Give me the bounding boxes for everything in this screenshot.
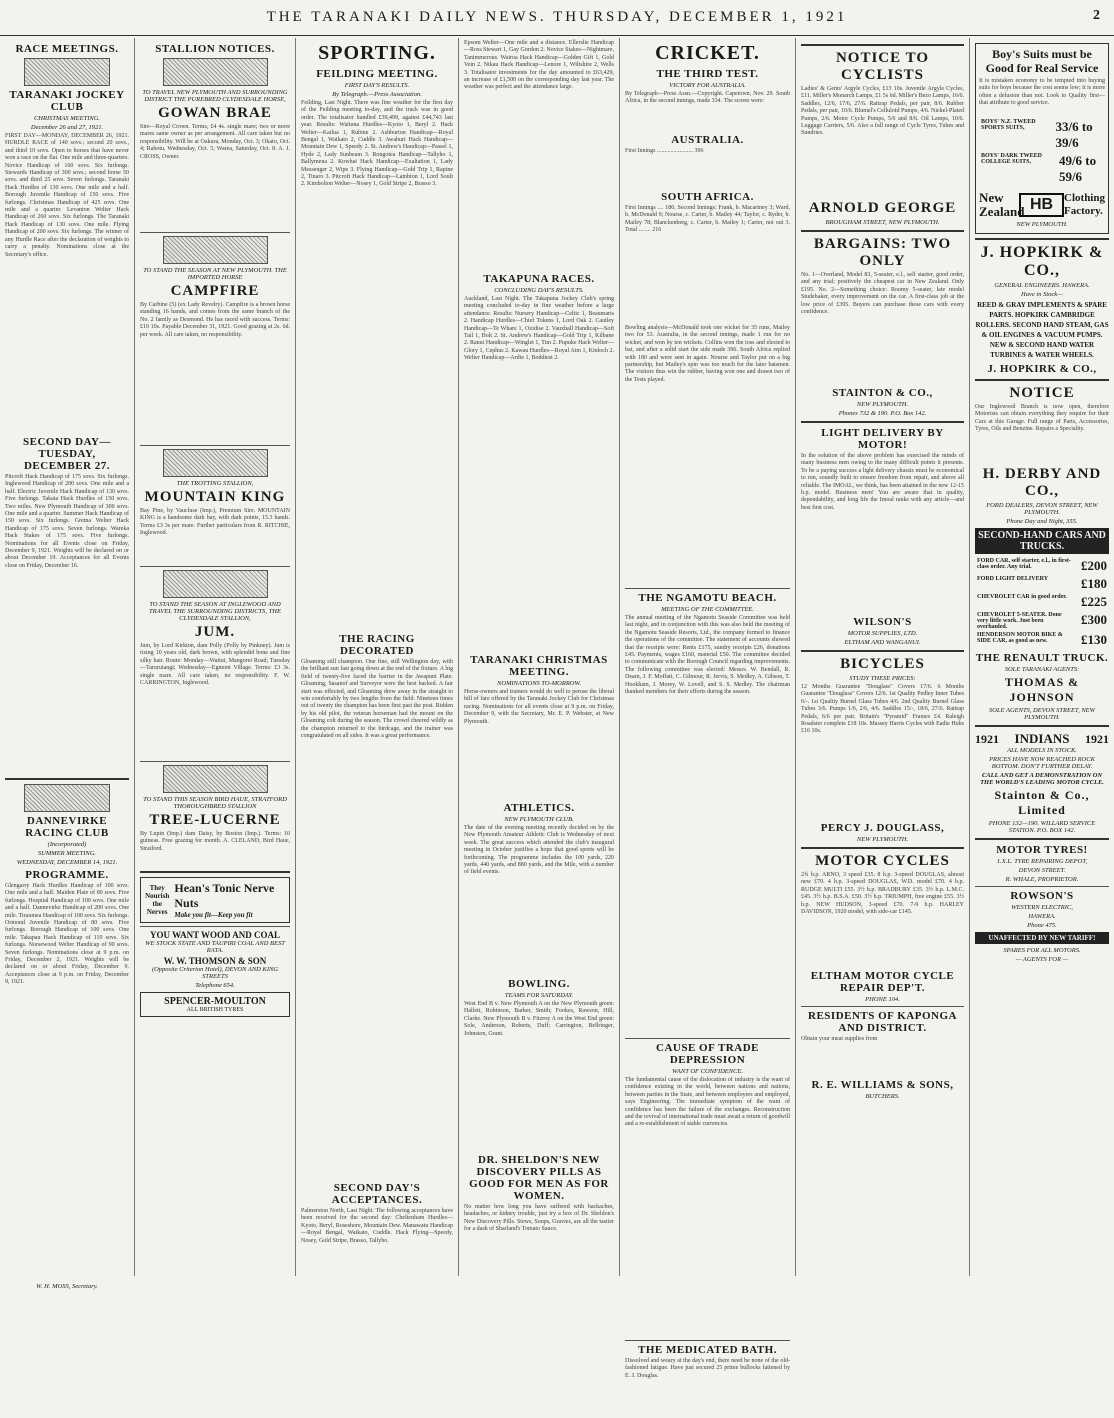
racehorse-illustration xyxy=(24,58,111,86)
hb-logo: HB xyxy=(1019,193,1064,217)
nz-right: Clothing Factory. xyxy=(1064,192,1105,217)
spencer-moulton-ad xyxy=(140,992,290,1017)
suit-price-row: BOYS' DARK TWEED COLLEGE SUITS, 49/6 to 59/6 xyxy=(981,153,1097,184)
stainton-address: NEW PLYMOUTH. xyxy=(856,401,909,408)
column-stallion-notices xyxy=(135,38,296,1276)
douglass-address: NEW PLYMOUTH. xyxy=(856,836,909,843)
tyre-address: DEVON STREET. xyxy=(1018,867,1066,874)
race-programme-text: FIRST DAY—MONDAY, DECEMBER 26, 1921. HURDLE RACE of 140 sovs.; second 20 sovs., and third 10 sovs. Open to horses that have never won a race on the flat. One mile and three-quarters. Novice Handicap of 160 sovs. Six furlongs. Stewards Handicap of 300 sovs.; second horse 50 sovs. and third 25 sovs. Seven furlongs. Taranaki Hack Hurdles of 130 sovs. One mile and a half. Borough Juvenile Handicap of 150 sovs. Five furlongs. Christmas Handicap of 425 sovs. One mile and a quarter. Levanton Welter Hack Handicap of 260 sovs. Six furlongs. The Taranaki Hack Handicap of 130 sovs. One mile. Flying Handicap of 200 sovs. Six furlongs. The winner of any Hurdle Race after the declaration of weights to carry a penalty. Nominations close at the Secretary's office. xyxy=(5,133,129,258)
club2-incorporated: (Incorporated) xyxy=(47,841,87,848)
racing-decorated-heading: THE RACING DECORATED xyxy=(339,633,415,657)
hopkirk-title: J. HOPKIRK & CO., xyxy=(980,244,1104,279)
second-day-heading: SECOND DAY—TUESDAY, DECEMBER 27. xyxy=(23,436,111,472)
club-title: TARANAKI JOCKEY CLUB xyxy=(9,89,125,113)
boys-suits-ad xyxy=(975,43,1109,234)
spares-line: SPARES FOR ALL MOTORS. xyxy=(1003,947,1081,954)
bowling-text: West End B v. New Plymouth A on the New Plymouth green: Hallett, Robinson, Barker, Smith; Fookes, Rawson, Hill, Clarke. New Plymouth B v. Fitzroy A on the West End green: Sole, Anderson, Roberts, Duff; Carrington, Bellringer, Johnston, Grant. xyxy=(464,1001,614,1037)
rowson-town: HAWERA. xyxy=(1028,913,1056,920)
stallion-lead: TO STAND THE SEASON AT NEW PLYMOUTH. THE IMPORTED HORSE xyxy=(143,267,287,281)
motor-cycles-title: MOTOR CYCLES xyxy=(815,853,950,869)
notice-to-cyclists: NOTICE TO CYCLISTS xyxy=(835,50,930,83)
cricket-heading: CRICKET. xyxy=(655,42,760,64)
horse-illustration xyxy=(163,765,268,793)
ngamotu-text: The annual meeting of the Ngamotu Seaside Committee was held last night, and in conjunction with this was also held the meeting of the Ngamotu Seaside Resorts, Ltd., the company formed to finance the operations of the committee. The statement of accounts showed that the receipts were: Rents £175, sundry receipts £26, donations £45. Payments, wages £160, material £50. The committee decided to communicate with the Borough Council regarding improvements. The following committee was elected: Messrs. W. Bendall, R. Dearn, J. F. Moffatt, C. Gilmour, R. Jervis, S. Medley, A. Gibson, T. Hookham, J. Morey, W. Lovell, and S. S. Medley. The chairman thanked members for their efforts during the season. xyxy=(625,615,790,696)
third-test-subheading: VICTORY FOR AUSTRALIA. xyxy=(669,82,746,89)
spencer-ad-sub: ALL BRITISH TYRES xyxy=(186,1007,244,1013)
bowling-subheading: TEAMS FOR SATURDAY. xyxy=(504,992,574,999)
stainton-limited: Stainton & Co., Limited xyxy=(994,788,1090,817)
derby-sub: FORD DEALERS, DEVON STREET, NEW PLYMOUTH. xyxy=(986,502,1098,516)
ngamotu-subheading: MEETING OF THE COMMITTEE. xyxy=(661,606,754,613)
motor-cycles-list: 2¾ h.p. ARNO, 3 speed £35. 8 h.p. 3-speed DOUGLAS, almost new £70. 4 h.p. 3-speed DOUGLAS, W.D. model £70. 4 h.p. RUDGE MULTI £55. 3½ h.p. BRADBURY £35. 3½ h.p. L.M.C. £45. 3½ h.p. B.S.A. £50. 3½ h.p. TRIUMPH, free engine £55. 3½ h.p. NEW HUDSON, 3-speed £70. 7-9 h.p. HARLEY DAVIDSON, 1920 model, with side-car £145. xyxy=(801,872,964,916)
light-delivery-text: In the solution of the above problem has exercised the minds of many business men owing to the many difficult points it presents. To be a paying success a light delivery chassis must be economical to run, soundly built to ensure freedom from repair, and above all reliable. The IMOAL, we think, has been attained in the new 12-15 h.p. model. Business men! You are aware that in quality, dependability, and long life the Imoal ranks with any article—and best first cost. xyxy=(801,453,964,511)
rowson-title: ROWSON'S xyxy=(1010,890,1074,902)
nerve-ad-title: Hean's Tonic Nerve Nuts xyxy=(174,881,275,910)
car-row: HENDERSON MOTOR BIKE & SIDE CAR, as good as new. £130 xyxy=(977,632,1107,647)
wilson-address: ELTHAM AND WANGANUI. xyxy=(844,639,921,646)
racehorse-illustration-2 xyxy=(24,784,111,812)
results-continued-text: Epsom Welter—One mile and a distance. Ellerslie Handicap—Ross Stewart 1, Gay Gordon 2. Novice Stakes—Nightmare, Tanimmerous. Wairoa Hack Handicap—Golden Gift 1, Gold Vein 2. Nikau Hack Handicap—Lenore 1, Wiltshire 2, Wells 3. Totalisator investments for the day amounted to £63,429, an increase of £1,500 on the corresponding day last year. The weather was perfect and the attendance large. xyxy=(464,40,614,91)
arnold-address: BROUGHAM STREET, NEW PLYMOUTH. xyxy=(825,219,940,226)
kaponga-residents: RESIDENTS OF KAPONGA AND DISTRICT. xyxy=(808,1010,957,1034)
australia-label: AUSTRALIA. xyxy=(671,134,744,146)
cricket-intro: By Telegraph—Press Assn.—Copyright. Capetown, Nov. 29. South Africa, in the second innings, made 334. The scores were: xyxy=(625,91,790,105)
sporting-heading: SPORTING. xyxy=(318,42,436,64)
second-day-text: Pitcroft Hack Handicap of 175 sovs. Six furlongs. Inglewood Handicap of 200 sovs. One mile and a half. Electric Juvenile Hack Handicap of 130 sovs. Five furlongs. Takata Hack Hurdles of 150 sovs. Two miles. New Plymouth Handicap of 300 sovs. One mile and a quarter. Summer Hack Handicap of 150 sovs. Six furlongs. Gretna Welter Hack Handicap of 175 sovs. Seven furlongs. Wareka Hack Stakes of 175 sovs. Five furlongs. Nominations for all Events close on Friday, December 9, 1921. Weights will be declared on or about December 19. Acceptances for all Events close on Friday, December 16. xyxy=(5,474,129,569)
south-africa-label: SOUTH AFRICA. xyxy=(661,191,754,203)
stallion-name: JUM. xyxy=(194,624,236,640)
coal-ad-title: YOU WANT WOOD AND COAL xyxy=(149,930,281,940)
club2-secretary: W. H. MOSS, Secretary. xyxy=(36,1283,98,1290)
notice-title: NOTICE xyxy=(1009,385,1075,401)
used-cars-title: SECOND-HAND CARS AND TRUCKS. xyxy=(975,528,1109,554)
sheldon-pills-heading: DR. SHELDON'S NEW DISCOVERY PILLS AS GOOD FOR MEN AS FOR WOMEN. xyxy=(469,1154,609,1202)
bicycles-subtitle: STUDY THESE PRICES: xyxy=(849,675,916,682)
car-row: FORD CAR, self starter, e.l., in first-class order. Any trial. £200 xyxy=(977,558,1107,573)
williams-name: R. E. WILLIAMS & SONS, xyxy=(811,1079,954,1091)
australia-score: First Innings ........................ 396 xyxy=(625,148,704,154)
stallion-text: Sire—Royal Crown. Terms, £4 4s. single mare; two or more mares same owner as per arrangement. All care taken but no responsibility. Will be at Oakura, Monday, Oct. 3; Okato, Oct. 4; Rahotu, Wednesday, Oct. 5; Warea, Saturday, Oct. 8. A. J. CROSS, Owner. xyxy=(140,124,290,160)
rowson-phone: Phone 475. xyxy=(1027,922,1057,929)
bicycles-prices: 12 Months Guarantee "Douglass" Covers 17/6. 6 Months Guarantee "Douglass" Covers 12/6. 1st Quality Pedley Inner Tubes 6/-. 1st Quality Burnel Glass Tubes 4/6. 2nd Quality Burnel Glass Tubes 3/6. Pumps 1/6, 2/6, 4/6. Saddles 15/-, 18/6, 27/6. Rattrap Pedals, 6/6 per pair. Britain's "Pyramid" Frames £4. Raleigh Roadster complete £18 10s. Massey Harris Cycles with Eadie Hubs £16 10s. xyxy=(801,684,964,735)
page-number: 2 xyxy=(1093,8,1100,23)
stallion-lead: THE TROTTING STALLION, xyxy=(176,480,254,487)
motor-tyres-title: MOTOR TYRES! xyxy=(996,844,1088,856)
stainton-limited-phone: PHONE 132—190. WILLARD SERVICE STATION. P.O. BOX 142. xyxy=(988,820,1096,834)
suit-price-list xyxy=(979,118,1105,186)
bicycles-title: BICYCLES xyxy=(840,656,925,672)
kaponga-text: Obtain your meat supplies from xyxy=(801,1036,878,1042)
tyre-depot: 1.X.L. TYRE REPAIRING DEPOT, xyxy=(996,858,1088,865)
nz-town: NEW PLYMOUTH. xyxy=(1016,221,1068,228)
feilding-heading: FEILDING MEETING. xyxy=(316,68,438,80)
horse-illustration xyxy=(163,449,268,477)
sheldon-pills-text: No matter how long you have suffered with backaches, headaches, or kidney trouble, just try a box of Dr. Sheldon's New Discovery Pills. Stews, Soups, Gravies, are all the tastier for a dash of Sharland's Tomato Sauce. xyxy=(464,1204,614,1233)
spencer-ad-title: SPENCER-MOULTON xyxy=(164,996,266,1007)
stallion-name: GOWAN BRAE xyxy=(158,105,272,121)
stallion-text: Bay Pine, by Vaucluse (Imp.), Premium Sire. MOUNTAIN KING is a handsome dark bay, with dark points, 15.3 hands. Terms £3 3s per mare. Further particulars from R. RITCHIE, Inglewood. xyxy=(140,508,290,537)
ngamotu-heading: THE NGAMOTU BEACH. xyxy=(638,592,777,604)
feilding-results-text: Feilding, Last Night. There was fine weather for the first day of the Feilding meeting to-day, and the track was in good order. The totalisator handled £39,499, against £44,743 last year. Results: Waituna Hurdles—Kyoto 1, Beryl 2. Hack Welter—Kailua 1, Rubine 2. Ashburton Handicap—Royal Bengal 1, Waikato 2, Cuddle 3. Awahuri Hack Handicap—Mountain Dew 1, Speedy 2. St. Andrew's Handicap—Passel 1, Hyde 2, Lady Sunbeam 3. Rongotea Handicap—Tallyho 1, Ballymena 2. Kowhai Hack Handicap—Exaltation 1, Lady Messenger 2, Wipe 3. Flying Handicap—Gold Trip 1, Rapine 2, Tinaro 3. Pitcroft Hack Handicap—Lambton 1, Lord Soult 2. Kimbolton Welter—Nosey 1, Gold Stripe 2, Brasso 3. xyxy=(301,100,453,188)
takapuna-text: Auckland, Last Night. The Takapuna Jockey Club's spring meeting concluded to-day in fine weather before a large attendance. Results: Nursery Handicap—Celtic 1, Beaumaris 2. Handicap Hurdles—Chief Tokens 1, Lord Oak 2. Cautley Handicap—Te Whare 1, Oxidise 2. Vauxhall Handicap—Soft Tail 1, Bolt 2. St. Andrew's Handicap—Gold Trip 1, Kilbane 2. Ranui Handicap—Winglet 1, Tim 2. Pupuke Hack Welter—Glory 1, Cephus 2. Kawau Hurdles—Royal Aim 1, Kinloch 2. Welter Handicap—Ardie 1, Boddiest 2. xyxy=(464,296,614,362)
athletics-heading: ATHLETICS. xyxy=(503,802,575,814)
tariff-banner: UNAFFECTED BY NEW TARIFF! xyxy=(975,932,1109,944)
column-cycle-ads xyxy=(796,38,970,1276)
feilding-byline: By Telegraph.—Press Association. xyxy=(332,91,422,98)
christmas-meeting-heading: TARANAKI CHRISTMAS MEETING. xyxy=(470,654,608,678)
used-cars-list xyxy=(975,557,1109,649)
bargains-text: No. 1—Overland, Model 83, 5-seater, e.l., self starter, good order, and any trial; positively the cheapest car in New Zealand. Only £195. No. 2—Something choice: Roomy 5-seater, late model Studebaker, every improvement on the car. A first-class job at the low price of £395. Buyers can purchase these cars with every confidence. xyxy=(801,272,964,316)
cyclist-price-list: Ladies' & Gents' Argyle Cycles, £13 10s. Juvenile Argyle Cycles, £11. Miller's Monarch Lamps, £1 5s 6d. Miller's Bezo Lamps, 16/6. Saddles, 12/6, 17/6, 27/6. Rattrap Pedals, per pair, 8/6. Rubber Pedals, per pair, 10/6. Blumel's Celluloid Pumps, 4/6. Nickel-Plated Pumps, 2/6. Motor Cycle Pumps, 5/6 and 8/6. Oil Lamps, 10/6. Luggage Carriers, 5/6. Also a full range of Cycle Tyres, Tubes and Sundries. xyxy=(801,86,964,137)
bargains-title: BARGAINS: TWO ONLY xyxy=(813,236,952,269)
wilson-sub: MOTOR SUPPLIES, LTD. xyxy=(847,630,918,637)
trade-depression-heading: CAUSE OF TRADE DEPRESSION xyxy=(656,1042,759,1066)
indians-year: 1921 xyxy=(975,731,999,746)
club2-title: DANNEVIRKE RACING CLUB xyxy=(25,815,109,839)
stainton-phone: Phones 732 & 190. P.O. Box 142. xyxy=(838,410,927,417)
boys-suits-text: It is mistaken economy to be tempted into buying suits for boys because the cost seems low; it is more often a delusion than not. Look to Quality first—that attribute to good service. xyxy=(979,78,1105,107)
club2-date: WEDNESDAY, DECEMBER 14, 1921. xyxy=(16,859,118,866)
nz-left: New Zealand xyxy=(979,190,1025,219)
stallion-name: MOUNTAIN KING xyxy=(144,489,286,505)
programme-heading: PROGRAMME. xyxy=(25,869,109,881)
arnold-george: ARNOLD GEORGE xyxy=(808,200,957,216)
suit-price-row: BOYS' N.Z. TWEED SPORTS SUITS, 33/6 to 39/6 xyxy=(981,119,1093,150)
nerve-ad-tagline: Make you fit—Keep you fit xyxy=(174,911,253,919)
club2-subtitle: SUMMER MEETING. xyxy=(37,850,97,857)
tyre-owner: R. WHALE, PROPRIETOR. xyxy=(1005,876,1079,883)
eltham-phone: PHONE 104. xyxy=(865,996,900,1003)
rowson-sub: WESTERN ELECTRIC, xyxy=(1011,904,1073,911)
stallion-text: By Lupin (Imp.) dam Daisy, by Boston (Imp.). Terms: 10 guineas. Free grazing for month. A. CLELAND, Bird Haue, Stratford. xyxy=(140,831,290,852)
column-races-sport xyxy=(459,38,620,1276)
newspaper-title: THE TARANAKI DAILY NEWS. THURSDAY, DECEMBER 1, 1921 xyxy=(266,9,848,25)
column-race-meetings xyxy=(0,38,135,1290)
stallion-text: Jum, by Lord Kirkton, dam Polly (Polly by Pinkney). Jum is rising 10 years old, dark brown, with splendid bone and fine silky hair. Route: Monday—Waitui, Mangorei Road; Tuesday—Tarurutangi; Wednesday—Egmont Village. Terms: £3 3s. single mare. All care taken, no responsibility. F. W. CARRINGTON, Inglewood. xyxy=(140,643,290,687)
hopkirk-list: REED & GRAY IMPLEMENTS & SPARE PARTS. HOPKIRK CAMBRIDGE ROLLERS. SECOND HAND STEAM, GAS & OIL ENGINES & VACUUM PUMPS. NEW & SECOND HAND WATER TURBINES & WATER WHEELS. xyxy=(975,301,1109,359)
club-subtitle: CHRISTMAS MEETING. xyxy=(33,115,101,122)
coal-ad-address: (Opposite Criterion Hotel), DEVON AND KING STREETS xyxy=(151,966,279,980)
medicated-bath-heading: THE MEDICATED BATH. xyxy=(638,1344,777,1356)
horse-illustration xyxy=(163,58,268,86)
derby-phone: Phone Day and Night, 355. xyxy=(1006,518,1078,525)
hopkirk-footer: J. HOPKIRK & CO., xyxy=(987,363,1097,375)
bowling-heading: BOWLING. xyxy=(508,978,570,990)
indians-sub: ALL MODELS IN STOCK. xyxy=(1007,747,1077,754)
douglass-name: PERCY J. DOUGLASS, xyxy=(820,822,945,834)
car-row: CHEVROLET CAR in good order. £225 xyxy=(977,594,1107,609)
stainton-name: STAINTON & CO., xyxy=(832,387,933,399)
third-test-heading: THE THIRD TEST. xyxy=(656,68,759,80)
light-delivery: LIGHT DELIVERY BY MOTOR! xyxy=(821,427,944,451)
stallion-lead: TO TRAVEL NEW PLYMOUTH AND SURROUNDING DISTRICT THE PUREBRED CLYDESDALE HORSE, xyxy=(142,89,288,103)
thomas-sub: SOLE AGENTS, DEVON STREET, NEW PLYMOUTH. xyxy=(988,707,1096,721)
stallion-lead: TO STAND THIS SEASON BIRD HAUE, STRATFORD THOROUGHBRED STALLION xyxy=(143,796,287,810)
car-row: FORD LIGHT DELIVERY £180 xyxy=(977,576,1107,591)
takapuna-heading: TAKAPUNA RACES. xyxy=(483,273,595,285)
agents-label: SOLE TARANAKI AGENTS: xyxy=(1004,666,1080,673)
coal-ad-line: WE STOCK STATE AND TAUPIRI COAL AND BEST RATA. xyxy=(145,940,285,954)
car-row: CHEVROLET 5-SEATER. Done very little work. Just been overhauled. £300 xyxy=(977,612,1107,630)
horse-illustration xyxy=(163,236,268,264)
racing-decorated-text: Gloaming still champion. One fine, still Wellington day, with the brilliant sun fast going down at the end of the fixture. A big field of twenty-five faced the barrier in the Awapuni Plate. Gloaming, Sasanof and Surveyor were the best backed. A fair start was effected, and Gloaming drew away in the straight to win comfortably by two lengths from the field. Nineteen times out of twenty the champion has been first past the post. Ridden by his old pilot, the veteran horseman had the mount on the Gloaming colt during the season. The crowd cheered wildly as the champion returned to the birdcage, and the trainer was congratulated on all sides. It was a great performance. xyxy=(301,659,453,740)
column-sporting xyxy=(296,38,459,1276)
cricket-report: Bowling analysis—McDonald took one wicket for 35 runs, Mailey two for 53. Australia, in the second innings, made 1 run for no wicket, and won by ten wickets. Collins won the toss and elected to bat, and after a solid start the side made 396. South Africa replied with 180 and were sent in again. Nourse and Taylor put on a big partnership, but Mailey's spin was too much for the later batsmen. The visitors thus win the rubber, having won one and drawn two of the Tests played. xyxy=(625,325,790,383)
coal-ad-telephone: Telephone 654. xyxy=(195,982,235,989)
south-africa-score: First Innings .... 180. Second Innings: Frank, b. Macartney 3; Ward, b. McDonald 9; Nourse, c. Carter, b. Mailey 44; Taylor, c. Ryder, b. Mailey 78; Blanckenberg, c. Carter, b. Mailey 1; Carter, not out 3. Total ........ 216 xyxy=(625,205,790,234)
athletics-text: The date of the evening meeting recently decided on by the New Plymouth Amateur Athletic Club is Wednesday of next week. The great success which attended the club's inaugural meeting in October justifies a hope that good sports will be forthcoming. The programme includes the 100 yards, 220 yards, 440 yards, and 880 yards, and the Mile, with a number of field events. xyxy=(464,825,614,876)
club2-programme-text: Glengarry Hack Hurdles Handicap of 100 sovs. One mile and a half. Maiden Plate of 80 sovs. Five furlongs. Hospital Handicap of 100 sovs. One mile and a half. Dannevirke Handicap of 200 sovs. One mile. Tiraumea Handicap of 100 sovs. Six furlongs. Ormond Juvenile Handicap of 80 sovs. Five furlongs. Borough Handicap of 100 sovs. One mile. Takapau Hack Handicap of 110 sovs. Six furlongs. Norsewood Welter Handicap of 90 sovs. Seven furlongs. Nominations close at 9 p.m. on Friday, December 2, 1921. Weights will be declared on or about Friday, December 9. Acceptances close at 9 p.m. on Friday, December 9, 1921. xyxy=(5,883,129,986)
acceptances-heading: SECOND DAY'S ACCEPTANCES. xyxy=(331,1182,423,1206)
eltham-repair: ELTHAM MOTOR CYCLE REPAIR DEP'T. xyxy=(810,970,955,994)
notice-text: Our Inglewood Branch is now open, therefore Motorists can obtain everything they require for their Cars at this Garage. Full range of Parts, Accessories, Tyres, Oils and Benzine. Repairs a Speciality. xyxy=(975,404,1109,433)
acceptances-text: Palmerston North, Last Night. The following acceptances have been received for the second day: Cheltenham Hurdles—Kyoto, Beryl, Roseshore, Mountain Dew. Manawatu Handicap—Royal Bengal, Waikato, Cuddle. Hack Flying—Speedy, Nosey, Gold Stripe, Brasso, Tallyho. xyxy=(301,1208,453,1244)
indians-year: 1921 xyxy=(1085,731,1109,746)
wilson-name: WILSON'S xyxy=(853,616,912,628)
christmas-meeting-text: Horse-owners and trainers would do well to peruse the liberal bill of fare offered by the Taranaki Jockey Club for Christmas racing. Nominations for all events close at 9 p.m. on Friday, December 9, with the Secretary, Mr. E. P. Webster, at New Plymouth. xyxy=(464,689,614,725)
derby-name: H. DERBY AND CO., xyxy=(982,466,1102,499)
stallion-lead: TO STAND THE SEASON AT INGLEWOOD AND TRAVEL THE SURROUNDING DISTRICTS, THE CLYDESDALE STALLION, xyxy=(149,601,281,622)
coal-ad-seller: W. W. THOMSON & SON xyxy=(163,956,267,966)
trade-depression-text: The fundamental cause of the dislocation of industry is the want of confidence existing in the world, between nations and nations, between parties in the State, and between employers and employed, says Engineering. The immediate symptom of the want of confidence has been the failure of the exchanges. Reconstruction and the revival of international trade must await a return of goodwill and a re-establishment of stable currencies. xyxy=(625,1077,790,1128)
agents-for-line: — AGENTS FOR — xyxy=(1015,956,1069,963)
boys-suits-title: Boy's Suits must be Good for Real Service xyxy=(985,47,1099,75)
indians-title: INDIANS xyxy=(1014,731,1070,746)
medicated-bath-text: Dissolved and weary at the day's end, there need be none of the old-fashioned fatigue. Have just secured 25 prime bullocks fattened by E. J. Douglas. xyxy=(625,1358,790,1379)
nerve-ad-side: They Nourish the Nerves xyxy=(145,884,170,916)
renault-truck: THE RENAULT TRUCK. xyxy=(975,652,1109,664)
athletics-subheading: NEW PLYMOUTH CLUB. xyxy=(504,816,574,823)
trade-depression-subheading: WANT OF CONFIDENCE. xyxy=(671,1068,744,1075)
club-dates: December 26 and 27, 1921. xyxy=(30,124,104,131)
nerve-nuts-ad xyxy=(140,877,290,923)
stallion-text: By Carbine (5) (ex Lady Revelry). Campfire is a brown horse standing 16 hands, and comes from the same branch of the No. 2 family as Desmond. He has raced with success. Terms: £10 10s. Payable December 31, 1921. Good grazing at 2s. 6d. per week. All care taken, no responsibility. xyxy=(140,302,290,338)
stallion-name: CAMPFIRE xyxy=(170,283,260,299)
takapuna-subheading: CONCLUDING DAY'S RESULTS. xyxy=(494,287,584,294)
column-cricket-news xyxy=(620,38,796,1379)
masthead xyxy=(0,0,1114,36)
stallion-name: TREE-LUCERNE xyxy=(149,812,281,828)
horse-illustration xyxy=(163,570,268,598)
indians-price: PRICES HAVE NOW REACHED ROCK BOTTOM. DON'T FURTHER DELAY. xyxy=(989,756,1095,770)
column-advertisements xyxy=(970,38,1114,1276)
section-heading: STALLION NOTICES. xyxy=(155,43,275,55)
section-heading: RACE MEETINGS. xyxy=(15,43,119,55)
hopkirk-stock: Have in Stock— xyxy=(1021,291,1063,298)
hopkirk-sub: GENERAL ENGINEERS. HAWERA. xyxy=(994,282,1090,289)
williams-sub: BUTCHERS. xyxy=(865,1093,900,1100)
indians-call: CALL AND GET A DEMONSTRATION ON THE WORLD'S LEADING MOTOR CYCLE. xyxy=(980,772,1104,786)
christmas-meeting-subheading: NOMINATIONS TO-MORROW. xyxy=(497,680,581,687)
feilding-subheading: FIRST DAY'S RESULTS. xyxy=(344,82,410,89)
thomas-johnson: THOMAS & JOHNSON xyxy=(1004,675,1080,704)
